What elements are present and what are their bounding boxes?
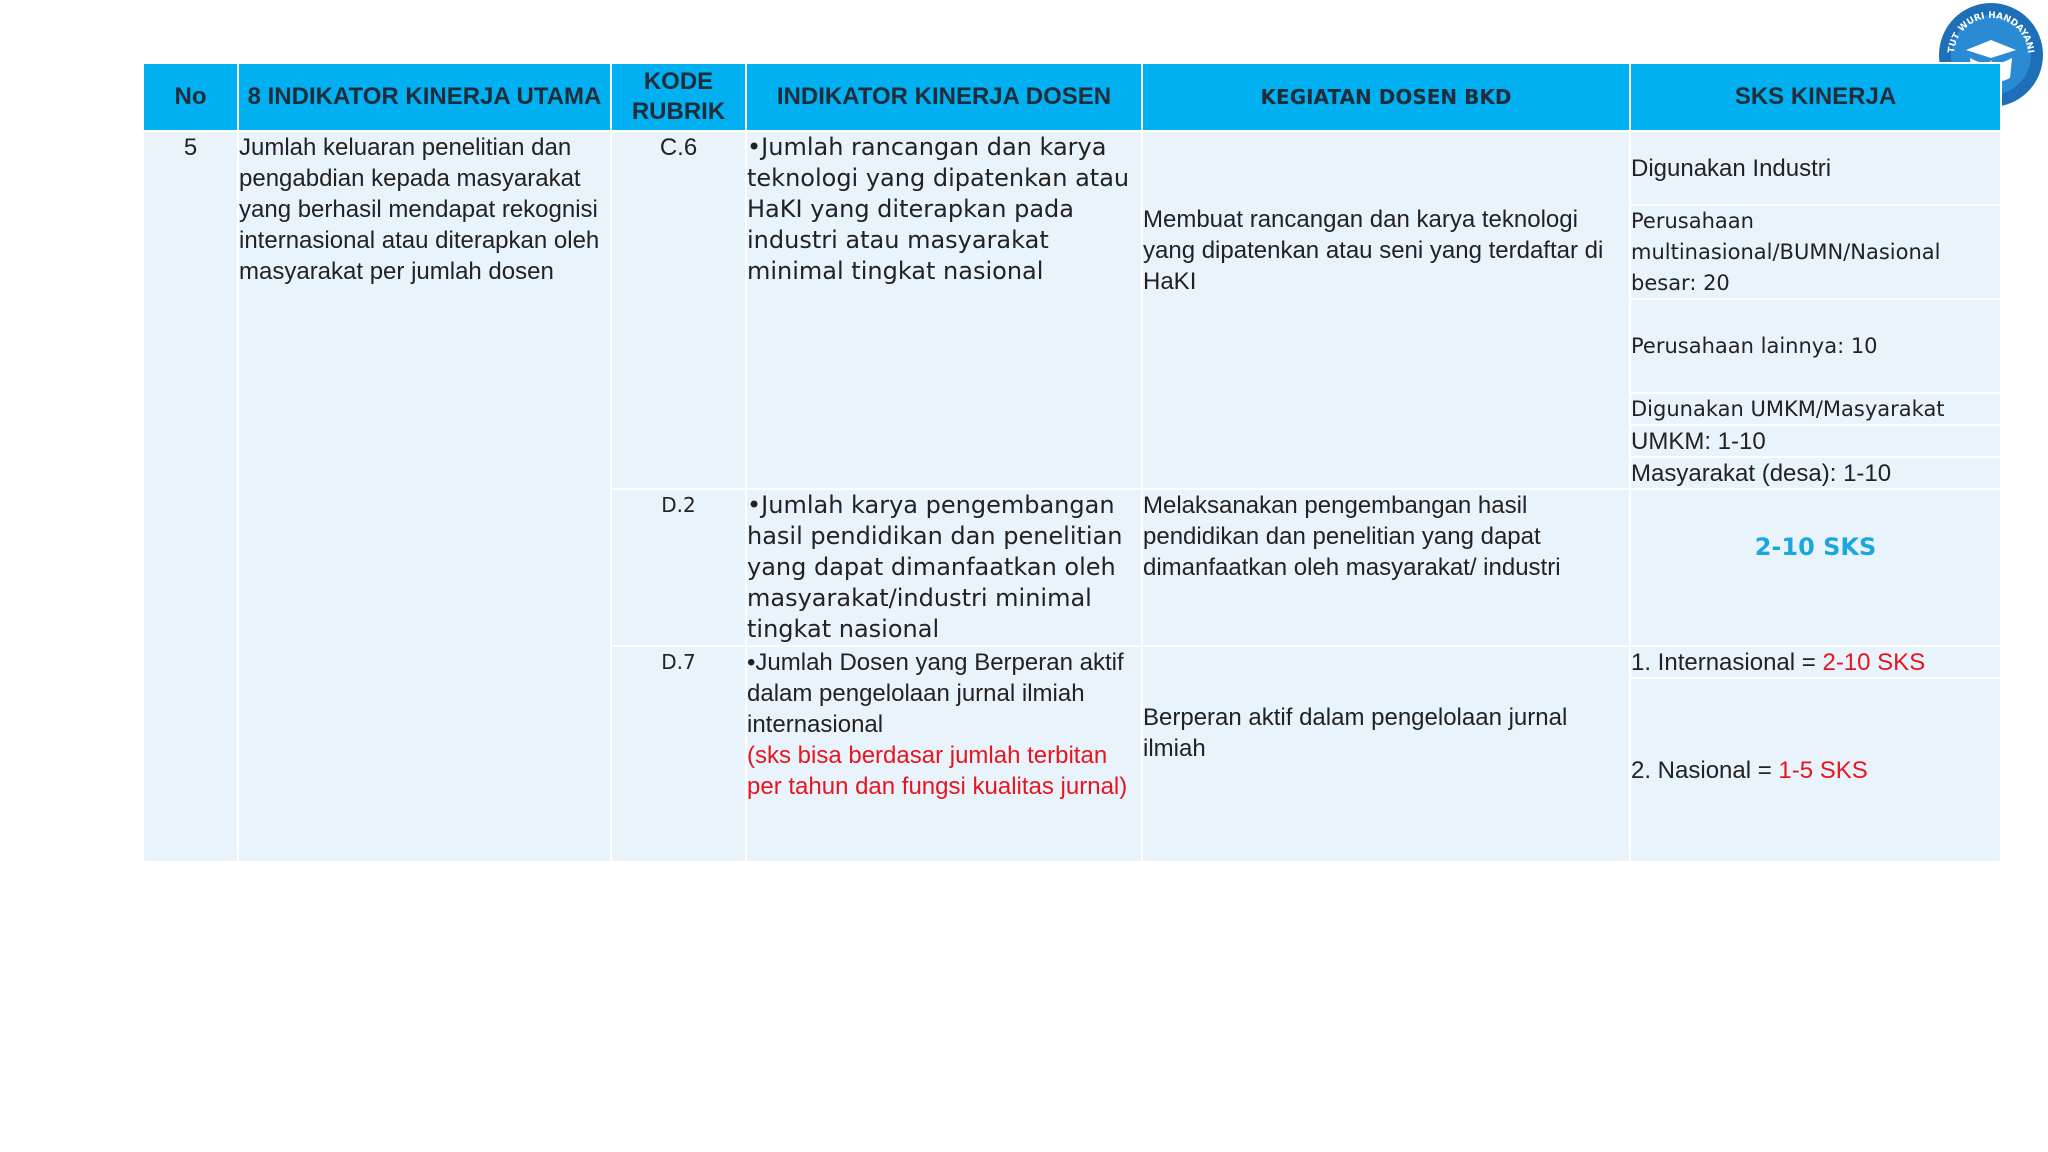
kode-d7: D.7 [611,646,746,862]
kode-c6: C.6 [611,131,746,489]
table-row [143,131,2001,489]
sks-c6 [1630,131,2001,489]
header-indikator-dosen: INDIKATOR KINERJA DOSEN [746,63,1142,131]
sks-intl-value: 2-10 SKS [1822,649,1926,676]
header-kegiatan-bkd: KEGIATAN DOSEN BKD [1142,63,1630,131]
kode-d2: D.2 [611,489,746,646]
indikator-d7 [746,646,1142,862]
header-sks-kinerja: SKS KINERJA [1630,63,2001,131]
table-header-row [143,63,2001,131]
sks-d2-value: 2-10 SKS [1754,533,1877,561]
row-no: 5 [143,131,238,862]
indikator-d2: •Jumlah karya pengembangan hasil pendidikan dan penelitian yang dapat dimanfaatkan oleh masyarakat/industri minimal tingkat nasional [746,489,1142,646]
header-indikator-utama: 8 INDIKATOR KINERJA UTAMA [238,63,611,131]
indikator-d7-text: •Jumlah Dosen yang Berperan aktif dalam pengelolaan jurnal ilmiah internasional [747,649,1124,738]
sks-multinasional: Perusahaan multinasional/BUMN/Nasional besar: 20 [1631,206,2000,300]
indikator-c6: •Jumlah rancangan dan karya teknologi yang dipatenkan atau HaKI yang diterapkan pada industri atau masyarakat minimal tingkat nasional [746,131,1142,489]
sks-industri-label: Digunakan Industri [1631,132,2000,206]
sks-intl-label: 1. Internasional = [1631,649,1823,676]
kegiatan-c6 [1142,131,1630,489]
kegiatan-d2: Melaksanakan pengembangan hasil pendidikan dan penelitian yang dapat dimanfaatkan oleh masyarakat/ industri [1142,489,1630,646]
sks-d7 [1630,646,2001,862]
sks-desa: Masyarakat (desa): 1-10 [1631,460,1892,487]
row-indikator-utama: Jumlah keluaran penelitian dan pengabdian kepada masyarakat yang berhasil mendapat rekognisi internasional atau diterapkan oleh masyarakat per jumlah dosen [238,131,611,862]
header-kode-rubrik: KODE RUBRIK [611,63,746,131]
sks-d2 [1630,489,2001,646]
sks-umkm: UMKM: 1-10 [1631,426,2000,458]
sks-lainnya: Perusahaan lainnya: 10 [1631,300,2000,394]
indikator-d7-note: (sks bisa berdasar jumlah terbitan per tahun dan fungsi kualitas jurnal) [747,742,1128,800]
kegiatan-c6-text: Membuat rancangan dan karya teknologi yang dipatenkan atau seni yang terdaftar di HaKI [1143,205,1604,295]
logo-motto: TUT WURI HANDAYANI [1946,10,2035,54]
sks-umkm-label: Digunakan UMKM/Masyarakat [1631,394,2000,426]
kpi-table [142,62,2002,863]
sks-nas-value: 1-5 SKS [1778,757,1868,784]
sks-nas [1631,679,2000,786]
header-no: No [143,63,238,131]
kegiatan-d7: Berperan aktif dalam pengelolaan jurnal ilmiah [1142,646,1630,862]
sks-nas-label: 2. Nasional = [1631,757,1779,784]
sks-intl [1631,647,2000,679]
